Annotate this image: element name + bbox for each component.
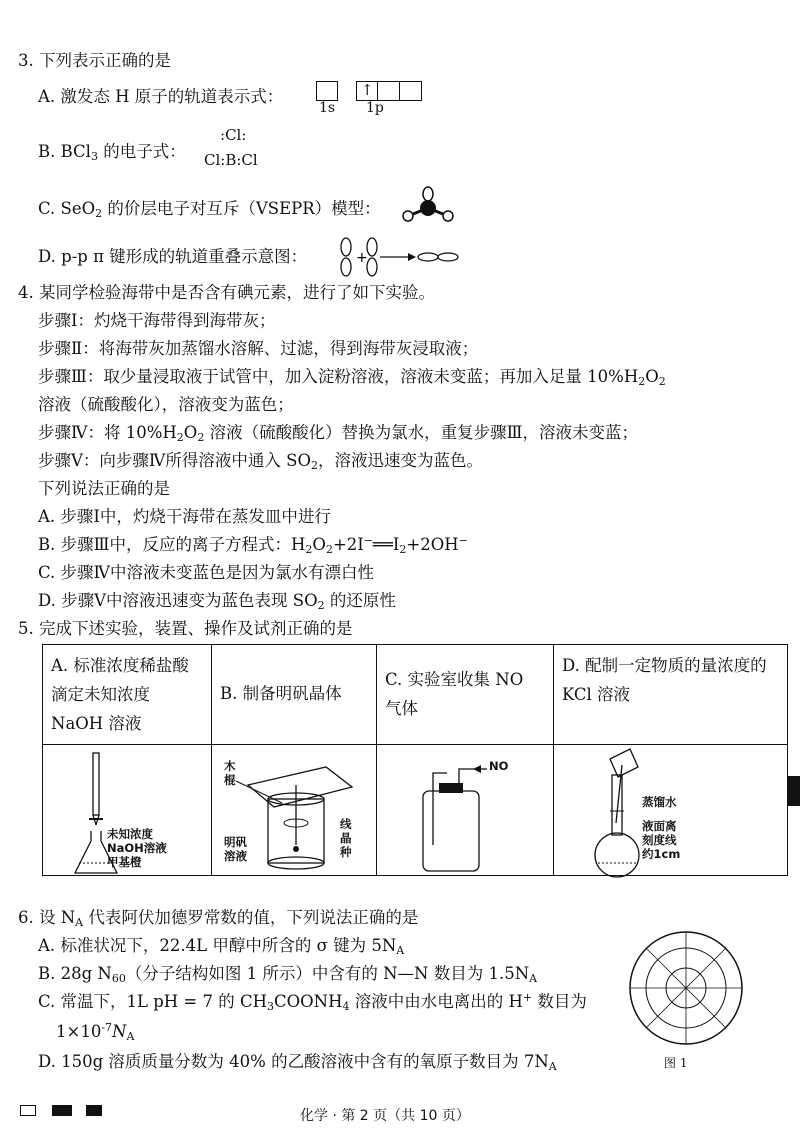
q3-option-d: D. p-p π 键形成的轨道重叠示意图： xyxy=(38,247,308,266)
q6-option-d: D. 150g 溶质质量分数为 40% 的乙酸溶液中含有的氧原子数目为 $7N_A$ xyxy=(38,1052,557,1073)
exp-d-header: D. 配制一定物质的量浓度的 KCl 溶液 xyxy=(554,645,788,745)
q6-option-c-cont: $1\times 10^{-7}N_A$ xyxy=(56,1021,135,1043)
q6-option-c: C. 常温下，1L pH = 7 的 $CH_3COONH_4$ 溶液中由水电离出的 H+ 数目为 xyxy=(38,991,587,1013)
q4-step-1: 步骤Ⅰ：灼烧干海带得到海带灰； xyxy=(38,311,276,330)
q3-option-c: C. SeO$_2$ 的价层电子对互斥（VSEPR）模型： xyxy=(38,199,381,220)
q4-stem: 4. 某同学检验海带中是否含有碘元素，进行了如下实验。 xyxy=(18,283,435,302)
q4-step-3-cont: 溶液（硫酸酸化），溶液变为蓝色； xyxy=(38,395,294,414)
q4-ask: 下列说法正确的是 xyxy=(38,479,170,498)
q4-option-a: A. 步骤Ⅰ中，灼烧干海带在蒸发皿中进行 xyxy=(38,507,331,526)
bcl3-top-cl: :Cl: xyxy=(220,126,247,144)
q4-option-b: B. 步骤Ⅲ中，反应的离子方程式：$H_2O_2+2I^-══I_2+2OH^-$ xyxy=(38,534,468,556)
orbital-diagram xyxy=(316,80,422,101)
q3-option-a: A. 激发态 H 原子的轨道表示式： xyxy=(38,87,284,106)
q6-stem: 6. 设 $N_A$ 代表阿伏加德罗常数的值，下列说法正确的是 xyxy=(18,908,419,929)
exp-b-header: B. 制备明矾晶体 xyxy=(212,645,377,745)
q6-option-b: B. 28g $N_{60}$（分子结构如图 1 所示）中含有的 N—N 数目为 $1.5N_A$ xyxy=(38,964,538,985)
q5-stem: 5. 完成下述实验，装置、操作及试剂正确的是 xyxy=(18,619,353,638)
footer-mark-1 xyxy=(20,1105,36,1116)
q4-option-c: C. 步骤Ⅳ中溶液未变蓝色是因为氯水有漂白性 xyxy=(38,563,375,582)
experiment-table xyxy=(42,644,788,876)
exp-c-header: C. 实验室收集 NO 气体 xyxy=(377,645,554,745)
exp-a-figure: 未知浓度 NaOH溶液 甲基橙 xyxy=(43,745,212,876)
p-p-pi-overlap-icon xyxy=(336,236,466,278)
page-footer: 化学 · 第 2 页（共 10 页） xyxy=(300,1108,470,1124)
n60-fullerene-icon xyxy=(616,930,756,1050)
orbital-1p-label: 1p xyxy=(366,100,384,116)
q6-option-a: A. 标准状况下，22.4L 甲醇中所含的 σ 键为 $5N_A$ xyxy=(38,936,405,957)
alum-crystal-icon xyxy=(212,745,376,885)
orbital-1p-box-2 xyxy=(378,81,400,101)
q4-step-2: 步骤Ⅱ：将海带灰加蒸馏水溶解、过滤，得到海带灰浸取液； xyxy=(38,339,479,358)
exp-d-figure: 蒸馏水 液面离 刻度线 约1cm xyxy=(554,745,788,876)
figure-1-caption: 图 1 xyxy=(664,1056,688,1070)
exp-c-figure: NO xyxy=(377,745,554,876)
exp-b-figure: 木 棍 明矾 溶液 线 晶 种 xyxy=(212,745,377,876)
q4-step-4: 步骤Ⅳ：将 $10\%H_2O_2$ 溶液（硫酸酸化）替换为氯水，重复步骤Ⅲ，溶液未变蓝； xyxy=(38,423,638,444)
volumetric-flask-icon xyxy=(554,745,774,885)
q3-option-b: B. BCl$_3$ 的电子式： xyxy=(38,142,186,163)
q3-stem: 3. 下列表示正确的是 xyxy=(18,51,171,70)
q4-step-5: 步骤Ⅴ：向步骤Ⅳ所得溶液中通入 $SO_2$，溶液迅速变为蓝色。 xyxy=(38,451,483,472)
orbital-1s-box xyxy=(316,81,338,101)
gas-bottle-icon xyxy=(377,745,553,885)
bcl3-middle-row: Cl:B:Cl xyxy=(204,151,258,169)
exp-a-header: A. 标准浓度稀盐酸滴定未知浓度 NaOH 溶液 xyxy=(43,645,212,745)
vsepr-model-icon xyxy=(398,184,458,228)
footer-mark-3 xyxy=(86,1105,102,1116)
q4-option-d: D. 步骤Ⅴ中溶液迅速变为蓝色表现 $SO_2$ 的还原性 xyxy=(38,591,396,612)
q4-step-3: 步骤Ⅲ：取少量浸取液于试管中，加入淀粉溶液，溶液未变蓝；再加入足量 $10\%H_2O_2$ xyxy=(38,367,666,388)
orbital-1p-box-3 xyxy=(400,81,422,101)
svg-text:+: + xyxy=(356,250,368,266)
orbital-1p-box-1: ↑ xyxy=(356,81,378,101)
orbital-1s-label: 1s xyxy=(319,100,336,116)
edge-tab xyxy=(788,776,800,806)
footer-mark-2 xyxy=(52,1105,72,1116)
